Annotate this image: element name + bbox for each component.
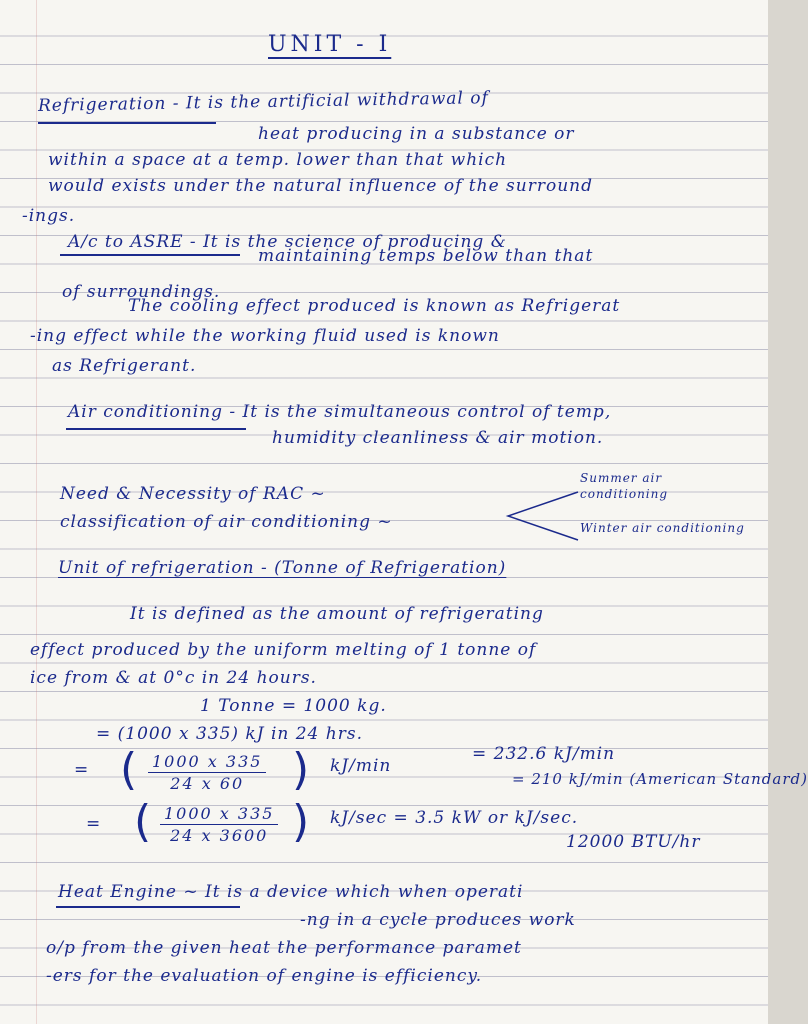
tonne-mass: 1 Tonne = 1000 kg. bbox=[200, 696, 387, 716]
tonne-definition-line-2: effect produced by the uniform melting of 1 tonne of bbox=[30, 640, 537, 660]
heading-underline bbox=[38, 122, 216, 124]
refrigeration-definition-line-5: -ings. bbox=[22, 206, 76, 226]
heading-underline bbox=[66, 428, 246, 430]
air-conditioning-line-2: humidity cleanliness & air motion. bbox=[272, 428, 604, 448]
calc-line-3-equals: = bbox=[86, 814, 102, 834]
heat-engine-line-4: -ers for the evaluation of engine is efficiency. bbox=[46, 966, 483, 986]
tonne-definition-line-3: ice from & at 0°c in 24 hours. bbox=[30, 668, 317, 688]
summer-air-conditioning: Summer air conditioning bbox=[580, 471, 669, 501]
calc-result-btu: 12000 BTU/hr bbox=[566, 832, 701, 852]
calc-line-2-equals: = bbox=[74, 760, 90, 780]
fraction-per-second bbox=[160, 804, 278, 845]
need-necessity-rac: Need & Necessity of RAC ~ bbox=[60, 484, 326, 504]
fraction-numerator: 1000 x 335 bbox=[148, 752, 266, 773]
asre-definition-line-3: of surroundings. bbox=[62, 282, 221, 302]
heat-engine-line-1: Heat Engine ~ It is a device which when operati bbox=[58, 882, 524, 902]
heat-engine-line-2: -ng in a cycle produces work bbox=[300, 910, 576, 930]
cooling-effect-line-2: -ing effect while the working fluid used is known bbox=[30, 326, 500, 346]
asre-definition-line-2: maintaining temps below than that bbox=[258, 246, 594, 266]
heading-underline bbox=[60, 254, 240, 256]
branch-brace-icon bbox=[500, 488, 580, 548]
calc-result-kj-per-min: = 232.6 kJ/min bbox=[472, 744, 616, 764]
refrigeration-definition-line-2: heat producing in a substance or bbox=[258, 124, 575, 144]
page-title: UNIT - I bbox=[268, 32, 392, 57]
cooling-effect-line-1: The cooling effect produced is known as Refrigerat bbox=[128, 296, 621, 316]
refrigeration-definition-line-4: would exists under the natural influence of the surround bbox=[48, 176, 593, 196]
calc-result-kw: kJ/sec = 3.5 kW or kJ/sec. bbox=[330, 808, 579, 828]
calc-line-1: = (1000 x 335) kJ in 24 hrs. bbox=[96, 724, 363, 744]
calc-unit-per-min: kJ/min bbox=[330, 756, 392, 776]
close-paren: ) bbox=[292, 744, 310, 795]
open-paren: ( bbox=[120, 744, 138, 795]
unit-of-refrigeration-heading: Unit of refrigeration - (Tonne of Refrigeration) bbox=[58, 558, 507, 578]
asre-definition-line-1: A/c to ASRE - It is the science of producing & bbox=[68, 232, 507, 252]
heat-engine-line-3: o/p from the given heat the performance paramet bbox=[46, 938, 522, 958]
close-paren: ) bbox=[292, 796, 310, 847]
fraction-numerator: 1000 x 335 bbox=[160, 804, 278, 825]
air-conditioning-line-1: Air conditioning - It is the simultaneous control of temp, bbox=[68, 402, 612, 422]
cooling-effect-line-3: as Refrigerant. bbox=[52, 356, 197, 376]
winter-air-conditioning: Winter air conditioning bbox=[580, 521, 745, 535]
classification-air-conditioning: classification of air conditioning ~ bbox=[60, 512, 393, 532]
calc-result-american-standard: = 210 kJ/min (American Standard) bbox=[512, 770, 808, 788]
open-paren: ( bbox=[134, 796, 152, 847]
fraction-denominator: 24 x 3600 bbox=[170, 826, 269, 845]
refrigeration-definition-line-3: within a space at a temp. lower than that which bbox=[48, 150, 508, 170]
margin-line bbox=[36, 0, 37, 1024]
fraction-denominator: 24 x 60 bbox=[170, 774, 245, 793]
tonne-definition-line-1: It is defined as the amount of refrigerating bbox=[130, 604, 544, 624]
fraction-per-minute bbox=[148, 752, 266, 793]
heading-underline bbox=[56, 906, 240, 908]
refrigeration-definition-line-1: Refrigeration - It is the artificial withdrawal of bbox=[37, 88, 489, 116]
